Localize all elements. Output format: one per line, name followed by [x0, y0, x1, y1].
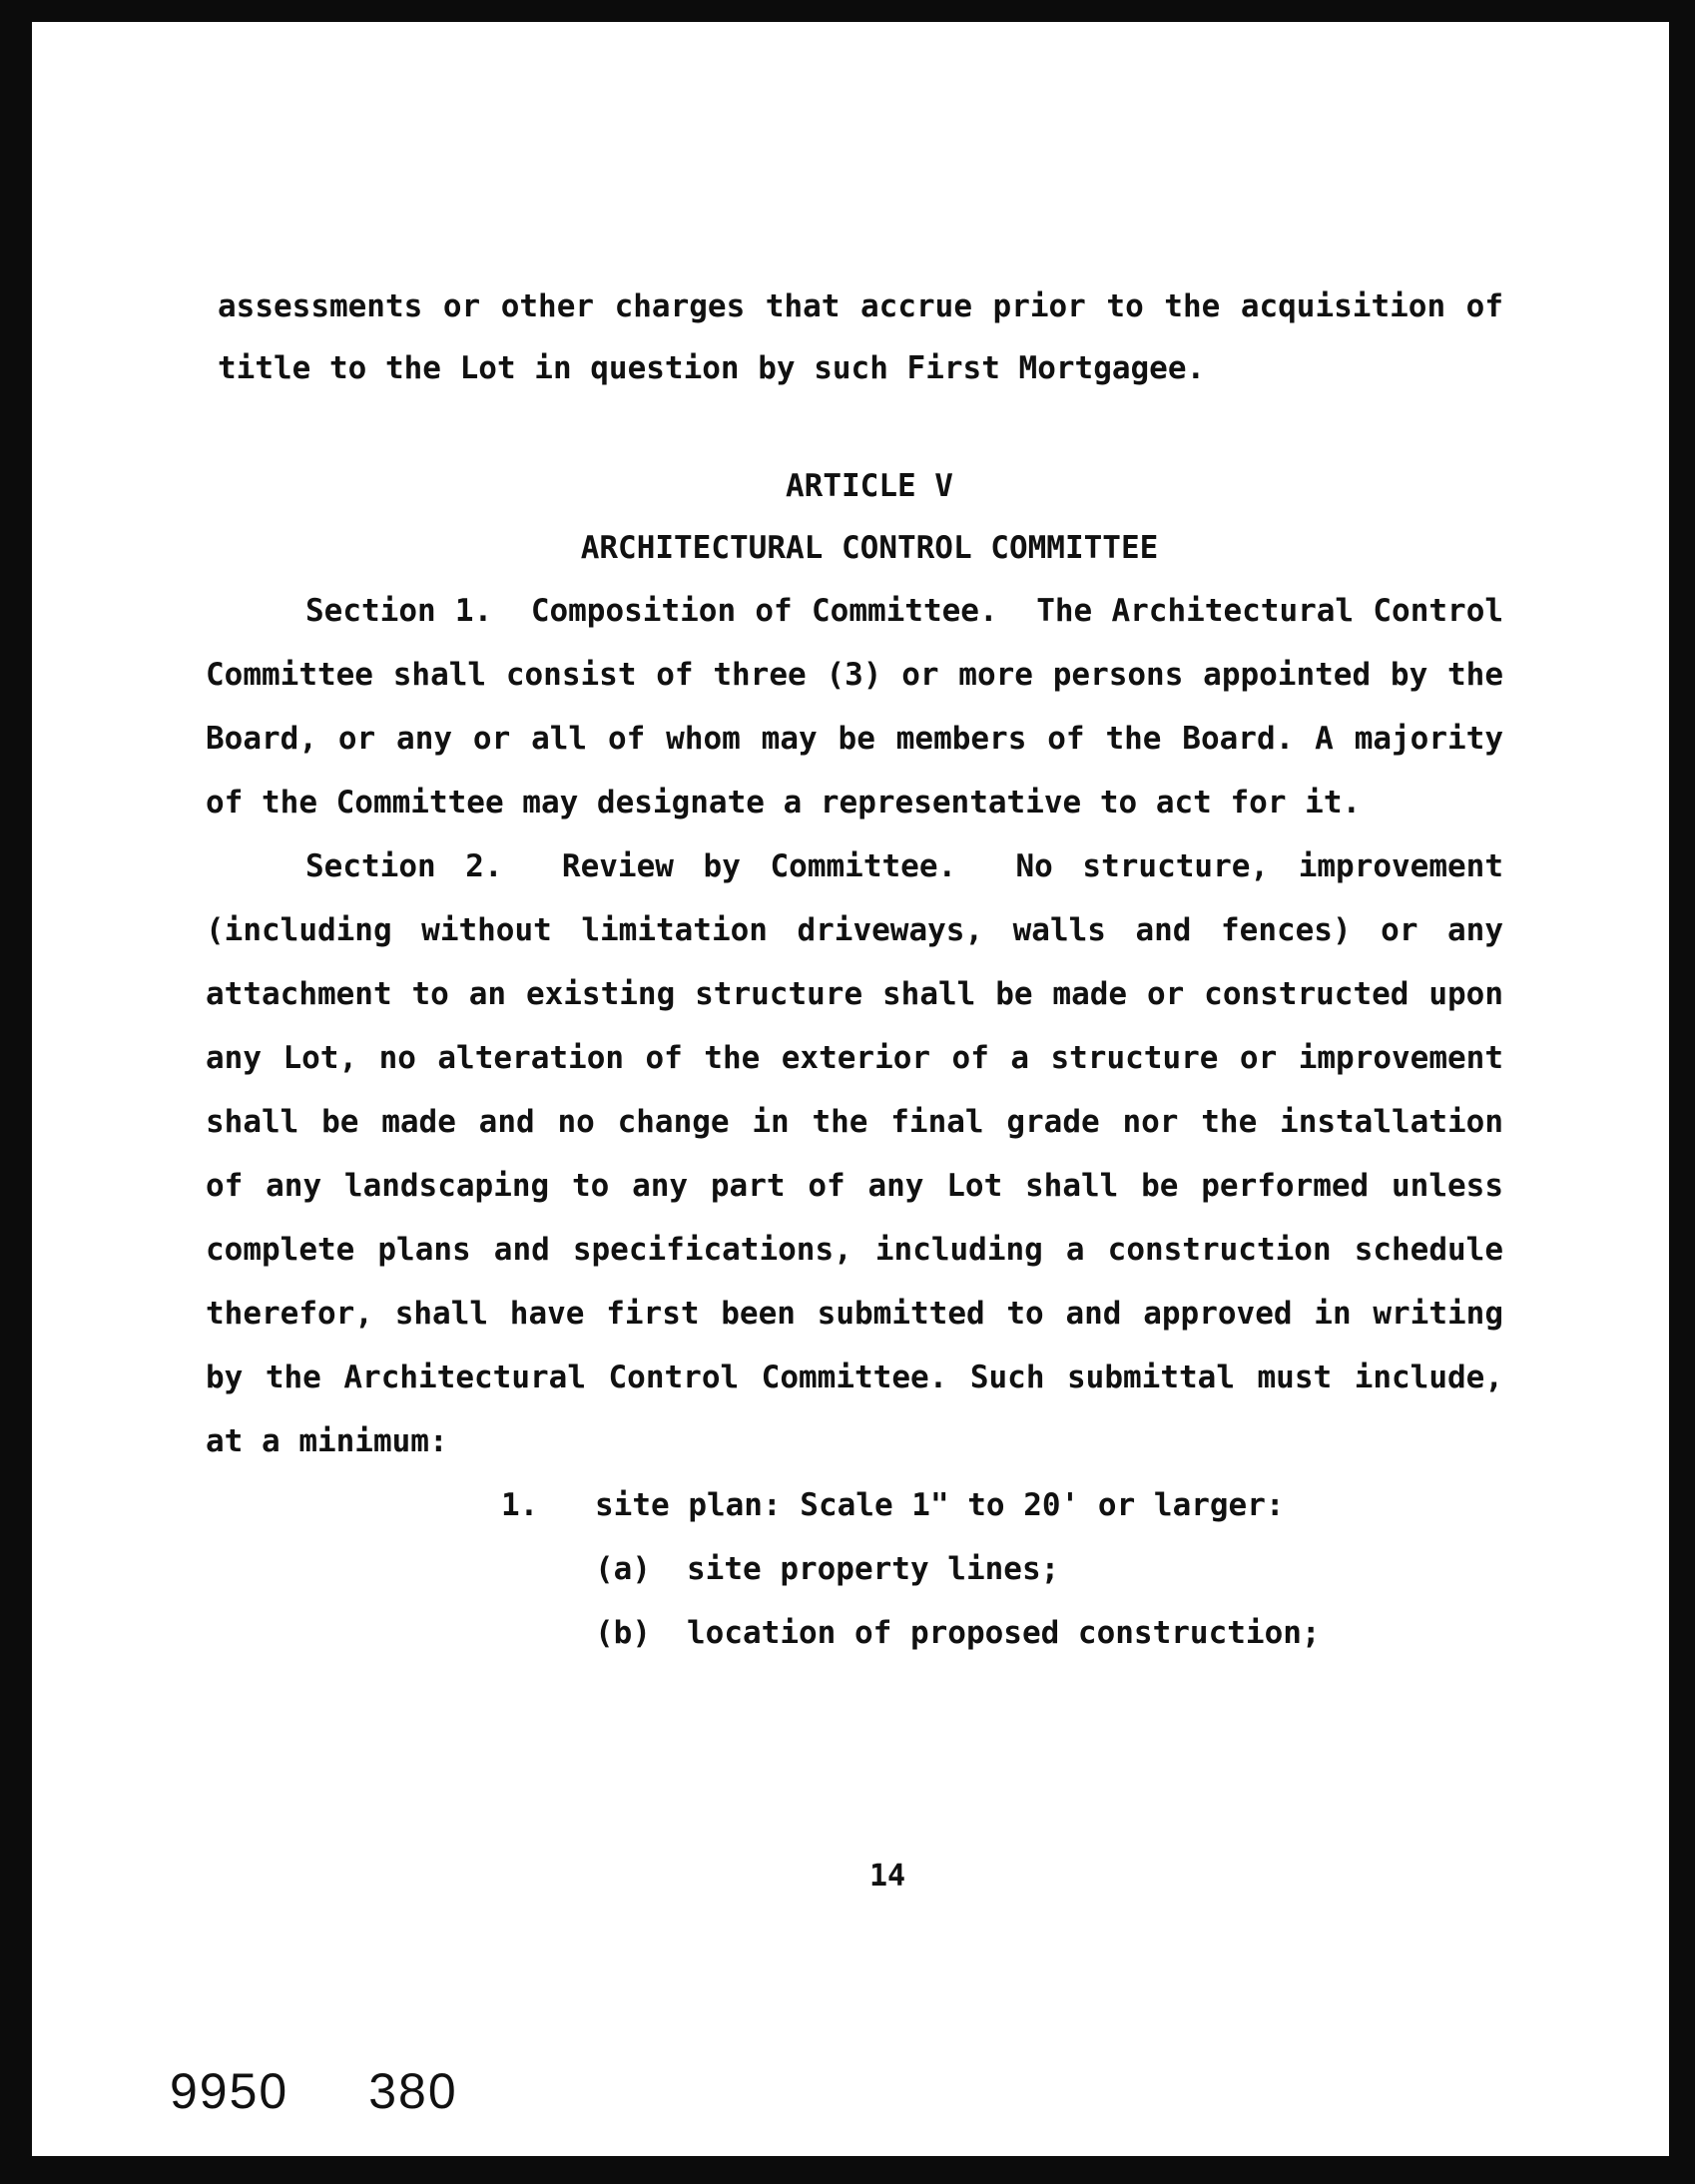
section-1-text: The Architectural Control Committee shall consist of three (3) or more persons appointed by the Board, or any or all of whom may be members of the Board. A majority of the Committee may designate a representative to act for it. [206, 593, 1504, 820]
sub-item-text: site property lines; [687, 1551, 1060, 1587]
sub-item-text: location of proposed construction; [687, 1615, 1321, 1651]
section-1-label: Section 1. [305, 593, 493, 629]
document-code [170, 2062, 458, 2120]
section-2-paragraph [206, 834, 1503, 1473]
list-item-text: site plan: Scale 1" to 20' or larger: [595, 1487, 1285, 1523]
sub-list-item [206, 1601, 1503, 1665]
article-title: ARCHITECTURAL CONTROL COMMITTEE [580, 530, 1159, 566]
sub-list-item [206, 1537, 1503, 1601]
submittal-list [206, 1473, 1503, 1665]
continuation-paragraph: assessments or other charges that accrue prior to the acquisition of title to the Lot in question by such First Mortgagee. [218, 288, 1503, 386]
document-code-right: 380 [368, 2063, 458, 2119]
document-code-left: 9950 [170, 2063, 289, 2119]
section-1-heading: Composition of Committee. [530, 593, 998, 629]
section-2-heading: Review by Committee. [561, 848, 957, 884]
page-number: 14 [868, 1859, 906, 1894]
document-body [206, 275, 1503, 1665]
list-item [206, 1473, 1503, 1537]
article-number: ARTICLE V [786, 468, 953, 504]
sub-item-label: (a) [595, 1551, 651, 1587]
section-2-label: Section 2. [305, 848, 503, 884]
section-1-paragraph [206, 579, 1503, 834]
section-2-text: No structure, improvement (including without limitation driveways, walls and fences) or any attachment to an existing structure shall be made or constructed upon any Lot, no alteration of the exterior of a structure or improvement shall be made and no change in the final grade nor the installation of any landscaping to any part of any Lot shall be performed unless complete plans and specifications, including a construction schedule therefor, shall have first been submitted to and approved in writing by the Architectural Control Committee. Such submittal must include, at a minimum: [206, 848, 1504, 1459]
list-item-number: 1. [501, 1487, 539, 1523]
sub-item-label: (b) [595, 1615, 651, 1651]
